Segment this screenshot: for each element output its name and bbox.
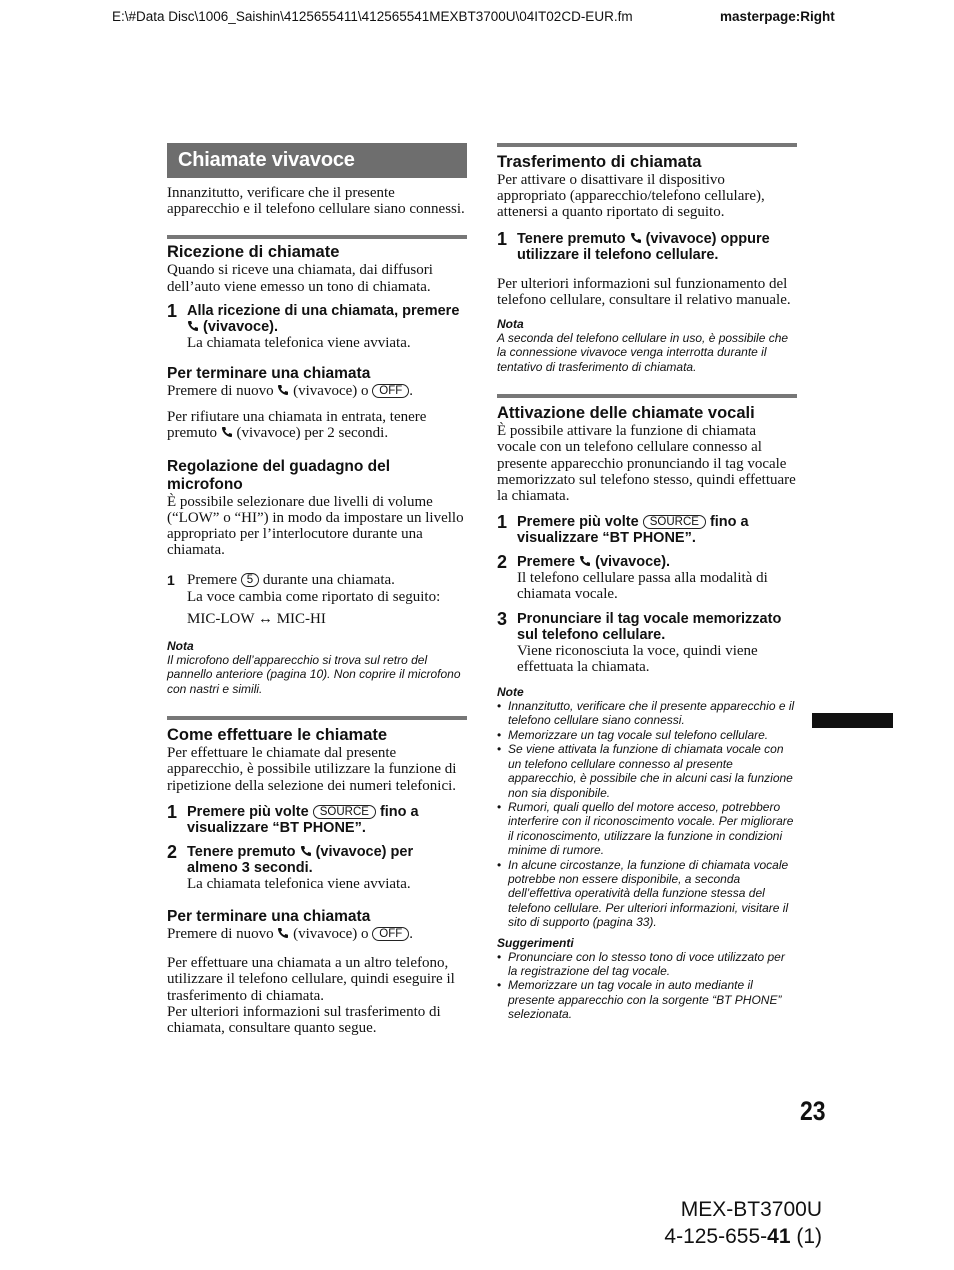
source-key: SOURCE <box>313 805 376 819</box>
subsection-title: Per terminare una chiamata <box>167 908 371 926</box>
step-result: La voce cambia come riportato di seguito: <box>187 588 441 605</box>
mic-level-sequence: MIC-LOW ↔ MIC-HI <box>187 610 326 627</box>
step <box>167 801 467 836</box>
section-ricezione <box>167 235 467 696</box>
step-instruction: Premere più volte SOURCE fino a visualizzare “BT PHONE”. <box>187 803 419 836</box>
section-body: Quando si riceve una chiamata, dai diffusori dell’auto viene emesso un tono di chiamata. <box>167 262 433 295</box>
step <box>497 514 797 546</box>
step-instruction: Tenere premuto (vivavoce) oppure utilizzare il telefono cellulare. <box>517 230 770 263</box>
transfer-reference-text: Per ulteriori informazioni sul trasferimento di chiamata, consultare quanto segue. <box>167 1003 441 1037</box>
phone-icon <box>300 845 312 857</box>
phone-icon <box>221 426 233 438</box>
step-number: 1 <box>497 228 508 249</box>
step <box>167 572 467 604</box>
step-number: 1 <box>497 512 508 533</box>
list-item: • In alcune circostanze, la funzione di chiamata vocale potrebbe non essere disponibile, a seconda dell’effettiva operatività della funzione stessa del telefono cellulare. Per ulteriori informazioni, visitare il sito di supporto (pagina 33). <box>497 858 797 930</box>
notes-list <box>497 699 797 930</box>
list-item: • Memorizzare un tag vocale sul telefono cellulare. <box>497 728 797 742</box>
list-item: • Pronunciare con lo stesso tono di voce utilizzato per la registrazione del tag vocale. <box>497 950 797 979</box>
step-instruction: Tenere premuto (vivavoce) per almeno 3 secondi. <box>187 843 414 876</box>
step <box>497 228 797 263</box>
step <box>497 608 797 675</box>
section-trasferimento <box>497 143 797 374</box>
subsection-body: È possibile selezionare due livelli di volume (“LOW” o “HI”) in modo da impostare un livello appropriato per l’interlocutore durante una chiamata. <box>167 493 464 559</box>
phone-icon <box>277 927 289 939</box>
step-instruction: Alla ricezione di una chiamata, premere (vivavoce). <box>187 302 460 335</box>
key-5: 5 <box>241 573 259 587</box>
list-item: • Se viene attivata la funzione di chiamata vocale con un telefono cellulare connesso al presente apparecchio, è possibile che in alcuni casi la funzione non sia disponibile. <box>497 742 797 800</box>
step-result: Viene riconosciuta la voce, quindi viene effettuata la chiamata. <box>517 642 758 675</box>
subsection-body: Premere di nuovo (vivavoce) o OFF . <box>167 926 414 943</box>
manual-reference-text: Per ulteriori informazioni sul funzionamento del telefono cellulare, consultare il relativo manuale. <box>497 275 791 308</box>
section-banner: Chiamate vivavoce <box>167 143 467 178</box>
step-number: 1 <box>167 572 175 589</box>
off-key: OFF <box>372 927 409 941</box>
off-key: OFF <box>372 384 409 398</box>
section-title: Trasferimento di chiamata <box>497 153 702 171</box>
step-number: 1 <box>167 300 178 321</box>
list-item: • Innanzitutto, verificare che il presente apparecchio e il telefono cellulare siano connessi. <box>497 699 797 728</box>
model-name: MEX-BT3700U <box>680 1198 822 1221</box>
reject-call-text: Per rifiutare una chiamata in entrata, tenere premuto (vivavoce) per 2 secondi. <box>167 409 427 442</box>
phone-icon <box>579 555 591 567</box>
step-instruction: Pronunciare il tag vocale memorizzato sul telefono cellulare. <box>517 610 782 643</box>
note-text: A seconda del telefono cellulare in uso, è possibile che la connessione vivavoce venga interrotta durante il tentativo di trasferimento di chiamata. <box>497 331 789 374</box>
model-code-block <box>664 1196 822 1250</box>
product-code: 4-125-655-41 (1) <box>664 1225 822 1248</box>
step-result: Il telefono cellulare passa alla modalità di chiamata vocale. <box>517 570 768 603</box>
source-key: SOURCE <box>643 515 706 529</box>
step-number: 2 <box>497 552 508 573</box>
phone-icon <box>277 384 289 396</box>
section-body: Per attivare o disattivare il dispositivo appropriato (apparecchio/telefono cellulare), attenersi a quanto riportato di seguito. <box>497 172 765 221</box>
section-title: Ricezione di chiamate <box>167 243 340 262</box>
right-column <box>497 143 797 1022</box>
subsection-title: Per terminare una chiamata <box>167 365 371 383</box>
section-title: Come effettuare le chiamate <box>167 726 388 745</box>
phone-icon <box>630 232 642 244</box>
subsection-body: Premere di nuovo (vivavoce) o OFF . <box>167 383 414 400</box>
step-instruction: Premere 5 durante una chiamata. <box>187 572 395 589</box>
section-effettuare <box>167 716 467 1036</box>
section-body: Per effettuare le chiamate dal presente apparecchio, è possibile utilizzare la funzione di ripetizione della selezione dei numeri telefonici. <box>167 745 457 794</box>
step-number: 1 <box>167 801 178 822</box>
page-number: 23 <box>800 1096 826 1126</box>
subsection-title: Regolazione del guadagno del microfono <box>167 457 391 493</box>
section-tab-marker <box>812 713 893 728</box>
note-text: Il microfono dell’apparecchio si trova sul retro del pannello anteriore (pagina 10). Non coprire il microfono con nastri e simili. <box>167 653 461 696</box>
left-column <box>167 143 467 1036</box>
masterpage-label: masterpage:Right <box>720 9 835 24</box>
section-chiamate-vocali <box>497 394 797 1021</box>
notes-title: Note <box>497 685 524 700</box>
section-body: È possibile attivare la funzione di chiamata vocale con un telefono cellulare connesso al presente apparecchio pronunciando il tag vocale memorizzato sul telefono stesso, quindi effettuare la chiamata. <box>497 423 796 505</box>
list-item: • Rumori, quali quello del motore acceso, potrebbero interferire con il riconoscimento vocale. Per migliorare il riconoscimento, utilizzare la funzione in condizioni minime di rumore. <box>497 800 797 858</box>
section-title: Attivazione delle chiamate vocali <box>497 404 755 423</box>
tips-list <box>497 950 797 1022</box>
step-result: La chiamata telefonica viene avviata. <box>187 334 411 351</box>
file-path-header: E:\#Data Disc\1006_Saishin\4125655411\412565541MEXBT3700U\04IT02CD-EUR.fm <box>112 9 633 24</box>
step <box>167 841 467 892</box>
intro-text: Innanzitutto, verificare che il presente apparecchio e il telefono cellulare siano connessi. <box>167 185 465 218</box>
tips-title: Suggerimenti <box>497 935 574 950</box>
other-phone-text: Per effettuare una chiamata a un altro telefono, utilizzare il telefono cellulare, quindi eseguire il trasferimento di chiamata. <box>167 955 455 1004</box>
list-item: • Memorizzare un tag vocale in auto mediante il presente apparecchio con la sorgente “BT PHONE” selezionata. <box>497 978 797 1021</box>
step-number: 3 <box>497 608 508 629</box>
phone-icon <box>187 320 199 332</box>
note-title: Nota <box>167 639 194 654</box>
step-instruction: Premere (vivavoce). <box>517 554 671 571</box>
step <box>497 554 797 602</box>
step-result: La chiamata telefonica viene avviata. <box>187 875 411 892</box>
step-number: 2 <box>167 841 178 862</box>
double-arrow-icon: ↔ <box>257 610 273 627</box>
step <box>167 300 467 351</box>
note-title: Nota <box>497 317 524 332</box>
step-instruction: Premere più volte SOURCE fino a visualizzare “BT PHONE”. <box>517 514 749 547</box>
